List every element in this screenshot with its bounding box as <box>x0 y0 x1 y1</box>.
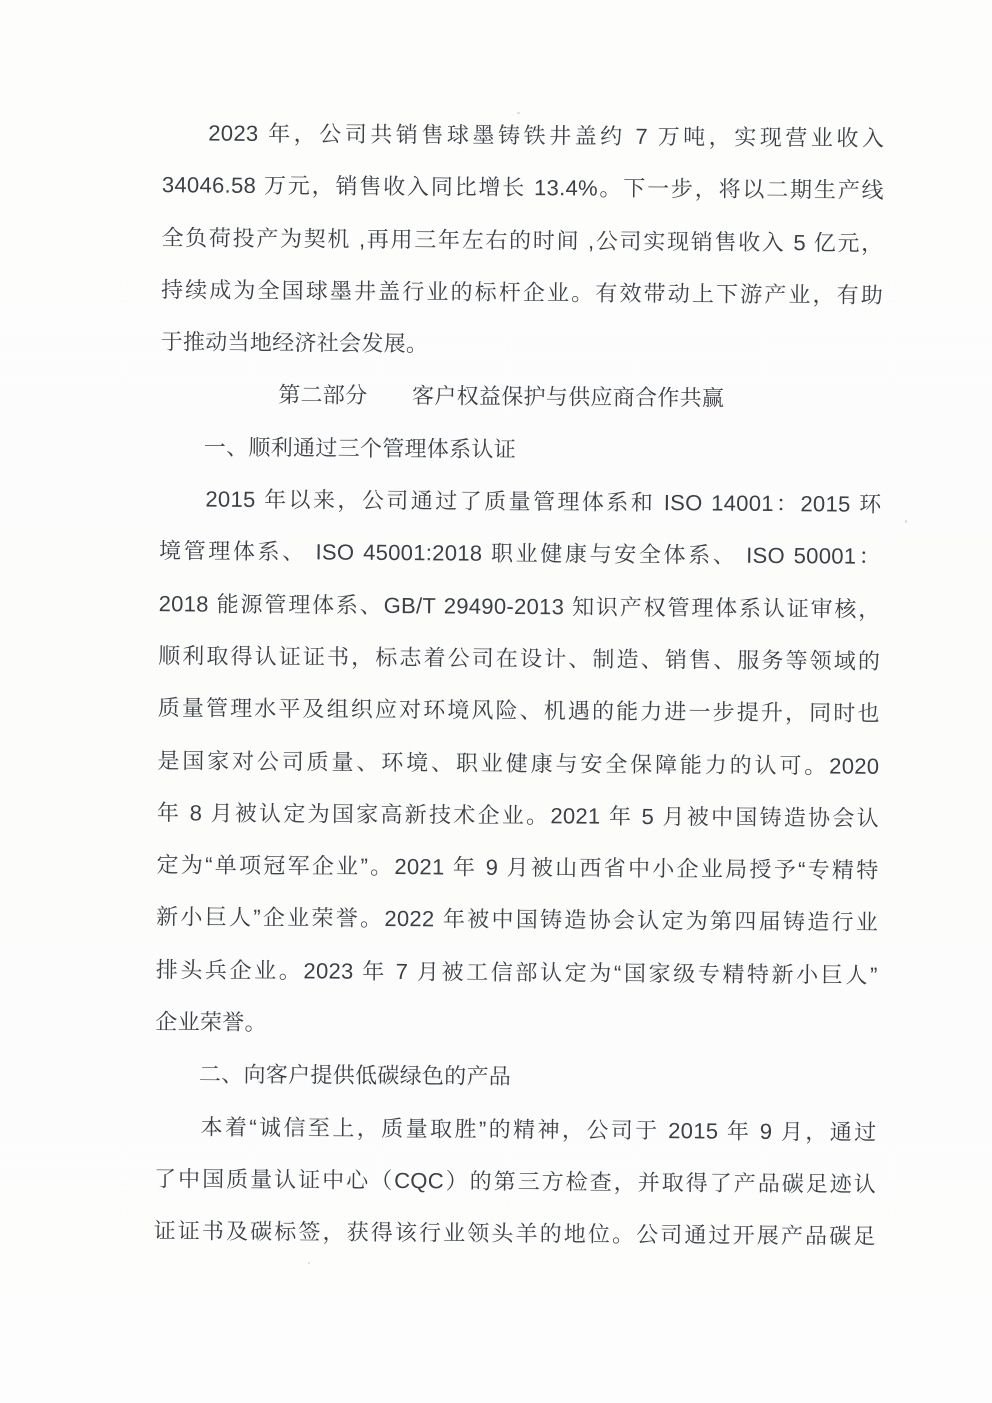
scan-speck <box>308 1262 310 1264</box>
paragraph-sales-summary <box>160 107 884 374</box>
subsection-heading-2: 二、向客户提供低碳绿色的产品 <box>198 1061 512 1090</box>
scan-speck <box>517 112 520 114</box>
text-line: 本着“诚信至上，质量取胜”的精神，公司于 2015 年 9 月，通过 <box>200 1114 877 1145</box>
text-line: 2023 年，公司共销售球墨铸铁井盖约 7 万吨，实现营业收入 <box>208 120 885 151</box>
text-line: 年 8 月被认定为国家高新技术企业。2021 年 5 月被中国铸造协会认 <box>156 800 880 831</box>
text-line: 全负荷投产为契机 ,再用三年左右的时间 ,公司实现销售收入 5 亿元， <box>161 224 884 256</box>
text-line: 境管理体系、 ISO 45001:2018 职业健康与安全体系、 ISO 50001： <box>158 538 882 570</box>
text-line: 2018 能源管理体系、GB/T 29490-2013 知识产权管理体系认证审核， <box>158 590 881 622</box>
text-line: 了中国质量认证中心（CQC）的第三方检查，并取得了产品碳足迹认 <box>154 1166 877 1197</box>
text-line: 新小巨人”企业荣誉。2022 年被中国铸造协会认定为第四届铸造行业 <box>156 904 879 936</box>
text-line: 排头兵企业。2023 年 7 月被工信部认定为“国家级专精特新小巨人” <box>155 956 878 988</box>
text-line: 企业荣誉。 <box>155 1009 267 1036</box>
text-line: 定为“单项冠军企业”。2021 年 9 月被山西省中小企业局授予“专精特 <box>156 852 879 883</box>
section-heading-part2: 第二部分 客户权益保护与供应商合作共赢 <box>278 382 725 412</box>
text-line: 顺利取得认证证书，标志着公司在设计、制造、销售、服务等领域的 <box>158 643 881 674</box>
paragraph-low-carbon-products <box>153 1101 876 1264</box>
page-text-column <box>153 107 884 1263</box>
text-line: 质量管理水平及组织应对环境风险、机遇的能力进一步提升，同时也 <box>157 695 880 727</box>
text-line: 34046.58 万元，销售收入同比增长 13.4%。下一步，将以二期生产线 <box>161 172 884 204</box>
paragraph-certifications <box>155 473 881 1054</box>
text-line: 是国家对公司质量、环境、职业健康与安全保障能力的认可。2020 <box>157 747 880 779</box>
subsection-heading-1: 一、顺利通过三个管理体系认证 <box>203 434 517 462</box>
text-line: 2015 年以来，公司通过了质量管理体系和 ISO 14001：2015 环 <box>205 486 882 517</box>
text-line: 于推动当地经济社会发展。 <box>160 329 429 357</box>
scan-speck <box>905 520 907 523</box>
text-line: 证证书及碳标签，获得该行业领头羊的地位。公司通过开展产品碳足 <box>153 1218 876 1250</box>
text-line: 持续成为全国球墨井盖行业的标杆企业。有效带动上下游产业，有助 <box>160 277 884 308</box>
